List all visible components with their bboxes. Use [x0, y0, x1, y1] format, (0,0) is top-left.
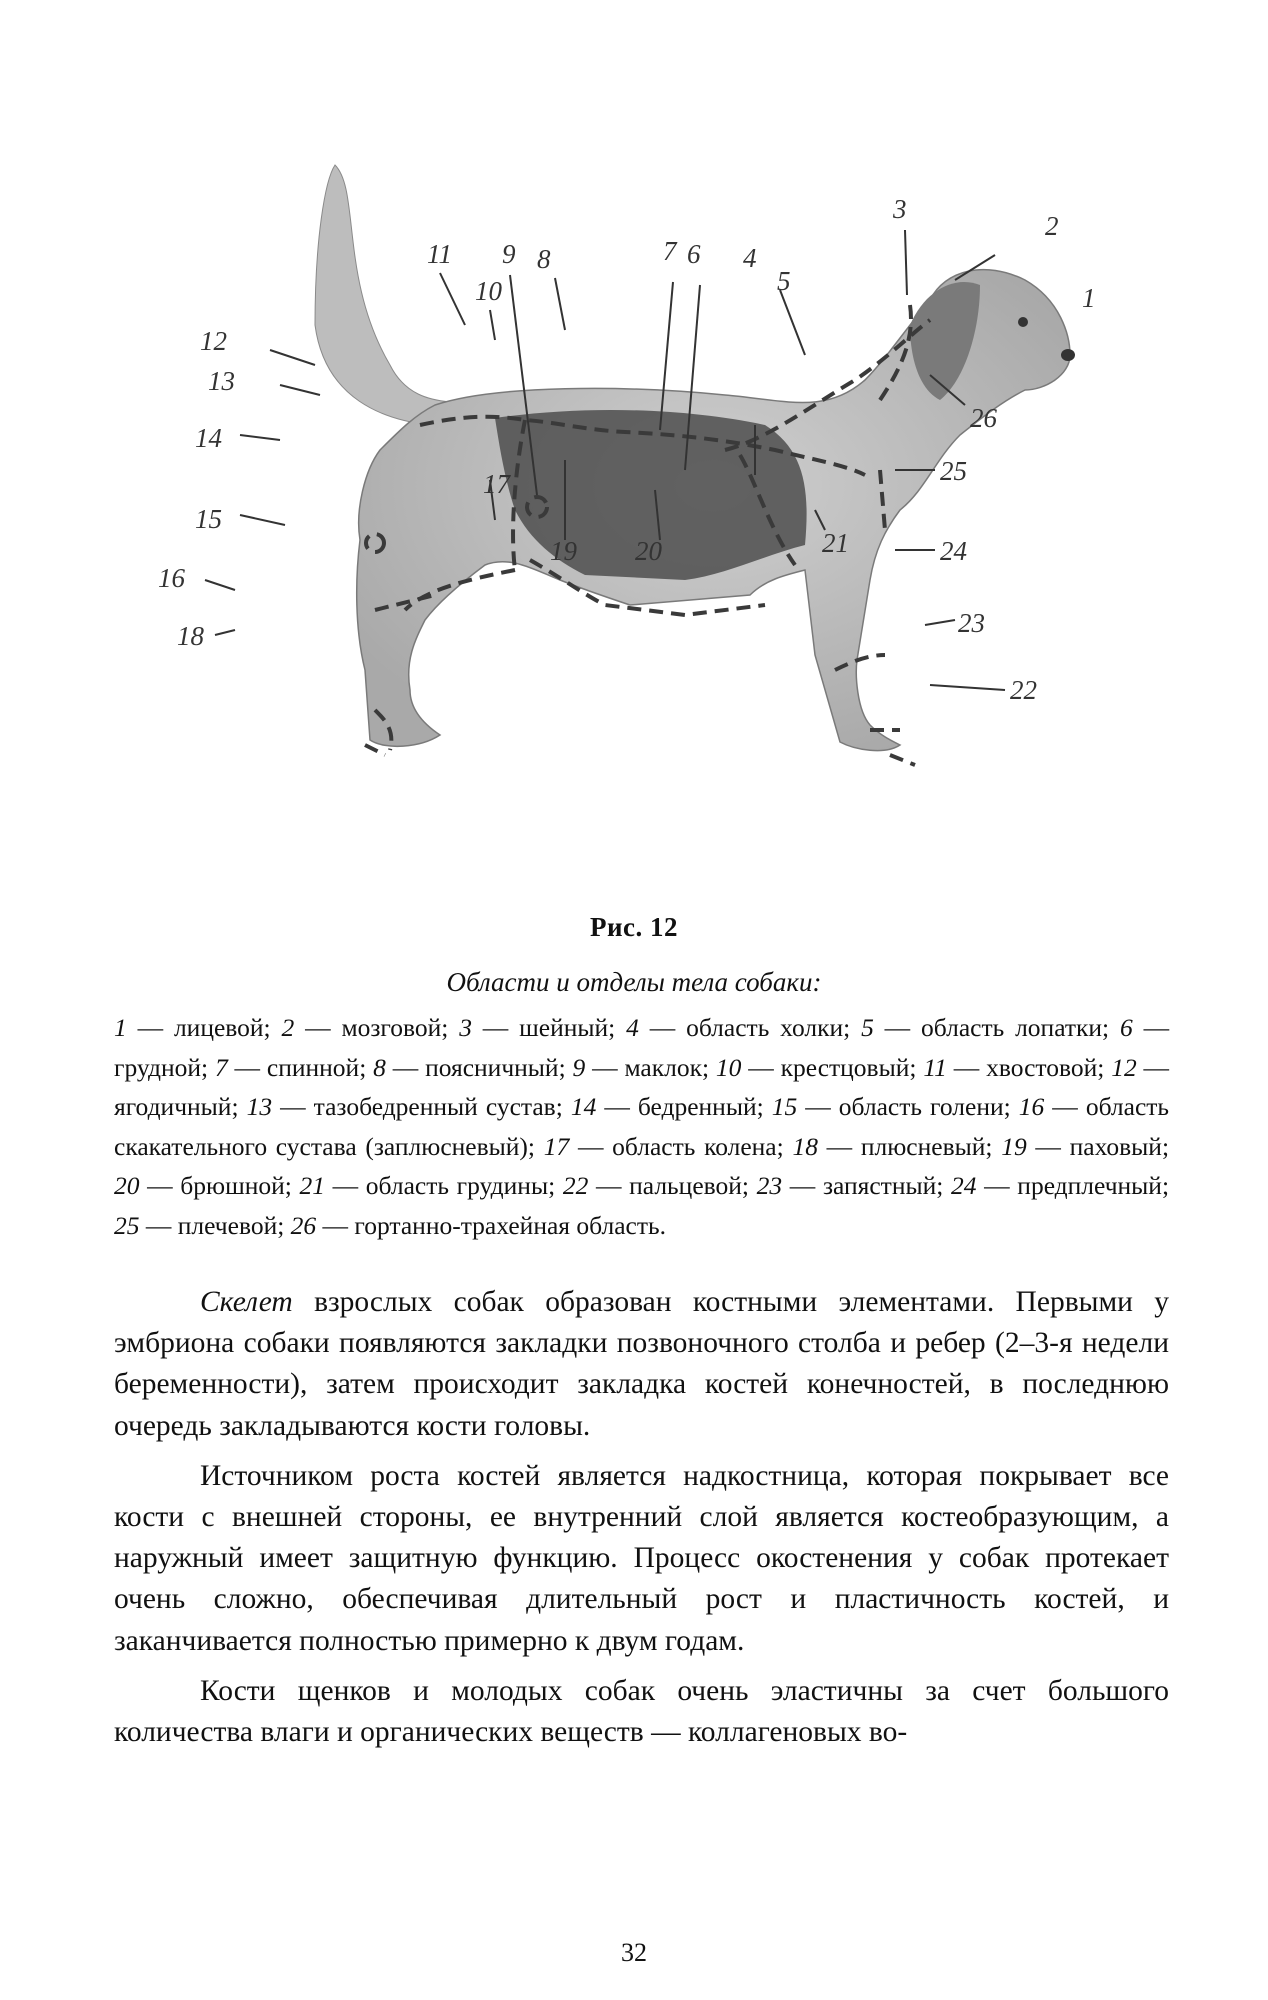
legend-number: 5	[861, 1013, 874, 1042]
legend-number: 16	[1018, 1092, 1045, 1122]
legend-entry: 1 — лицевой;	[114, 1013, 271, 1042]
legend-entry: 24 — предплечный;	[951, 1171, 1170, 1201]
legend-text: область лопатки;	[921, 1013, 1110, 1042]
region-label-17: 17	[483, 469, 510, 499]
legend-entry: 9 — маклок;	[572, 1052, 710, 1082]
term-skeleton: Скелет	[200, 1286, 293, 1318]
legend-number: 11	[923, 1052, 947, 1082]
legend-text: область колена;	[612, 1131, 784, 1161]
legend-text: крестцовый;	[780, 1052, 917, 1082]
legend-number: 13	[246, 1092, 273, 1122]
dog-eye	[1018, 317, 1028, 327]
legend-text: шейный;	[519, 1013, 616, 1042]
legend-number: 25	[114, 1210, 140, 1240]
paragraph-1-text: взрослых собак образован костными элементами. Первыми у эмбриона собаки появляются закладки позвоночного столба и ребер (2–3-я недели беременности), затем происходит закладка костей конечностей, в последнюю очередь закладываются кости головы.	[114, 1286, 1169, 1442]
region-label-26: 26	[970, 403, 997, 433]
paragraph-1	[114, 1282, 1169, 1447]
legend-number: 12	[1111, 1052, 1137, 1082]
legend-entry: 2 — мозговой;	[281, 1013, 449, 1042]
legend-entry: 22 — пальцевой;	[562, 1171, 749, 1201]
region-label-23: 23	[958, 608, 985, 638]
legend-text: пальцевой;	[629, 1171, 749, 1201]
legend-entry: 8 — поясничный;	[373, 1052, 566, 1082]
legend-entry: 26 — гортанно-трахейная область.	[290, 1210, 666, 1240]
legend-number: 9	[572, 1052, 586, 1082]
legend-text: предплечный;	[1017, 1171, 1170, 1201]
legend-text: бедренный;	[637, 1092, 764, 1122]
legend-entry: 23 — запястный;	[756, 1171, 944, 1201]
figure-title: Рис. 12	[589, 912, 679, 942]
legend-entry: 16 — область скакательного сустава (заплюсневый);	[114, 1092, 1170, 1161]
dog-nose	[1061, 349, 1075, 361]
legend-number: 15	[771, 1092, 798, 1122]
legend-text: брюшной;	[180, 1171, 292, 1201]
region-label-21: 21	[822, 528, 849, 558]
region-label-25: 25	[940, 456, 967, 486]
legend-text: область голени;	[838, 1092, 1011, 1122]
region-label-4: 4	[743, 243, 757, 273]
legend-number: 10	[715, 1052, 742, 1082]
region-label-15: 15	[195, 504, 222, 534]
legend-number: 3	[459, 1013, 472, 1042]
legend-number: 7	[214, 1052, 228, 1082]
legend-number: 26	[290, 1210, 317, 1240]
page-number: 32	[621, 1938, 647, 1967]
legend-text: ягодичный;	[114, 1092, 239, 1122]
legend-text: спинной;	[266, 1052, 367, 1082]
legend-number: 19	[1001, 1131, 1027, 1161]
region-label-24: 24	[940, 536, 967, 566]
legend-entry: 10 — крестцовый;	[715, 1052, 917, 1082]
region-label-9: 9	[502, 239, 516, 269]
region-label-2: 2	[1045, 211, 1059, 241]
dog-illustration	[158, 150, 1175, 910]
legend-entry: 17 — область колена;	[543, 1131, 784, 1161]
legend-number: 17	[543, 1131, 570, 1161]
region-label-11: 11	[427, 239, 452, 269]
legend-entry: 5 — область лопатки;	[861, 1013, 1110, 1042]
legend-number: 24	[951, 1171, 977, 1201]
region-label-1: 1	[1082, 283, 1096, 313]
legend-text: область грудины;	[365, 1171, 556, 1201]
legend-text: гортанно-трахейная область.	[354, 1210, 666, 1240]
dog-tail	[315, 165, 450, 425]
legend-text: паховый;	[1069, 1131, 1170, 1161]
legend-number: 4	[626, 1013, 639, 1042]
legend-number: 22	[562, 1171, 589, 1201]
legend-text: плюсневый;	[860, 1131, 993, 1161]
legend-entry: 20 — брюшной;	[114, 1171, 292, 1201]
region-label-20: 20	[635, 536, 662, 566]
legend-entry: 12 — ягодичный;	[114, 1052, 1170, 1122]
legend-entry: 19 — паховый;	[1001, 1131, 1170, 1161]
region-label-8: 8	[537, 244, 551, 274]
legend-text: маклок;	[624, 1052, 710, 1082]
region-label-22: 22	[1010, 675, 1037, 705]
region-label-16: 16	[158, 563, 185, 593]
legend-entry: 14 — бедренный;	[570, 1092, 764, 1122]
legend-entry: 25 — плечевой;	[114, 1210, 285, 1240]
legend-entry: 21 — область грудины;	[299, 1171, 556, 1201]
dog-body-regions-figure	[158, 150, 1175, 910]
legend-text: область холки;	[686, 1013, 851, 1042]
region-label-14: 14	[195, 423, 222, 453]
legend-entry: 15 — область голени;	[771, 1092, 1011, 1122]
region-label-12: 12	[200, 326, 227, 356]
region-label-3: 3	[893, 194, 907, 224]
legend-entry: 3 — шейный;	[459, 1013, 616, 1042]
region-label-19: 19	[550, 536, 577, 566]
legend-text: область скакательного сустава (заплюсневый);	[114, 1092, 1170, 1161]
paragraph-2: Источником роста костей является надкостница, которая покрывает все кости с внешней стороны, ее внутренний слой является костеобразующим, а наружный имеет защитную функцию. Процесс окостенения у собак протекает очень сложно, обеспечивая длительный рост и пластичность костей, и заканчивается полностью примерно к двум годам.	[114, 1459, 1169, 1657]
region-label-7: 7	[663, 236, 677, 266]
figure-legend	[114, 1008, 1169, 1246]
legend-text: хвостовой;	[986, 1052, 1105, 1082]
region-label-6: 6	[687, 239, 701, 269]
legend-number: 21	[299, 1171, 325, 1201]
legend-entry: 4 — область холки;	[626, 1013, 851, 1042]
legend-number: 14	[570, 1092, 597, 1122]
body-text	[114, 1282, 1169, 1753]
legend-entry: 6 — грудной;	[114, 1013, 1170, 1082]
legend-number: 18	[792, 1131, 818, 1161]
region-label-5: 5	[777, 266, 791, 296]
legend-entry: 11 — хвостовой;	[923, 1052, 1105, 1082]
legend-number: 20	[114, 1171, 140, 1201]
figure-subtitle: Области и отделы тела собаки:	[446, 967, 822, 997]
legend-text: лицевой;	[173, 1013, 271, 1042]
legend-text: тазобедренный сустав;	[313, 1092, 563, 1122]
region-label-10: 10	[475, 276, 502, 306]
legend-text: мозговой;	[341, 1013, 449, 1042]
legend-entry: 13 — тазобедренный сустав;	[246, 1092, 563, 1122]
region-label-18: 18	[177, 621, 204, 651]
paragraph-3: Кости щенков и молодых собак очень эластичны за счет большого количества влаги и органических веществ — коллагеновых во-	[114, 1674, 1169, 1749]
legend-number: 6	[1120, 1013, 1133, 1042]
legend-number: 2	[281, 1013, 295, 1042]
legend-text: грудной;	[114, 1052, 209, 1082]
legend-text: плечевой;	[177, 1210, 285, 1240]
legend-entry: 7 — спинной;	[214, 1052, 367, 1082]
region-label-13: 13	[208, 366, 235, 396]
legend-number: 23	[756, 1171, 783, 1201]
legend-number: 1	[114, 1013, 127, 1042]
legend-text: поясничный;	[425, 1052, 566, 1082]
legend-entry: 18 — плюсневый;	[792, 1131, 993, 1161]
legend-text: запястный;	[822, 1171, 944, 1201]
legend-number: 8	[373, 1052, 386, 1082]
